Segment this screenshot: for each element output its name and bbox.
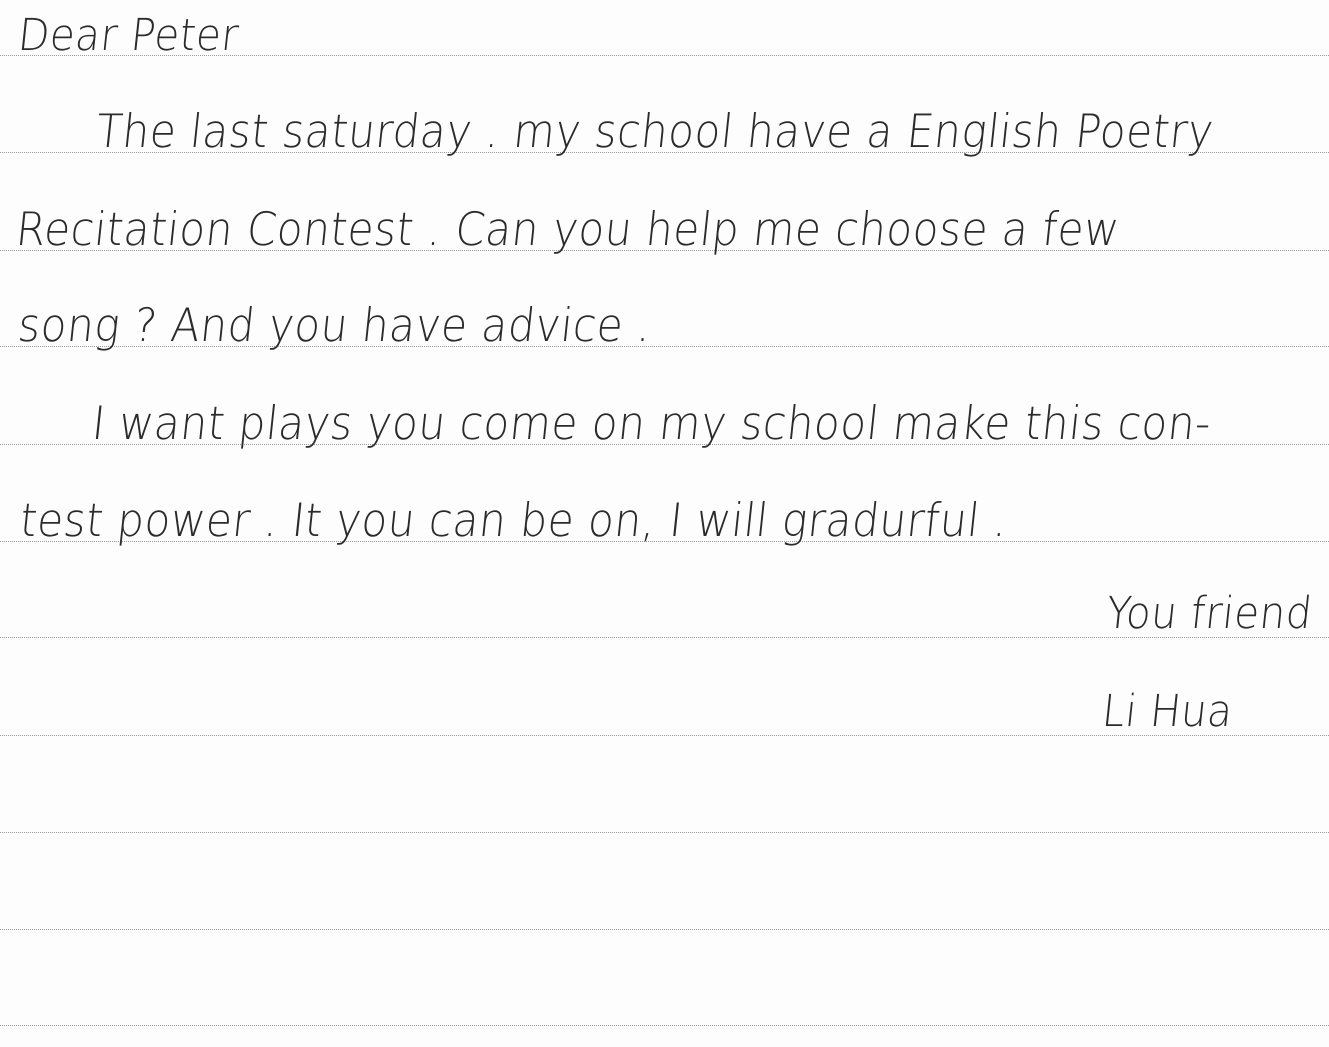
letter-line-5: test power . It you can be on, I will gradurful . <box>17 493 1011 547</box>
ruled-line <box>0 929 1329 930</box>
letter-line-4: I want plays you come on my school make this con- <box>89 396 1214 450</box>
ruled-line <box>0 1025 1329 1026</box>
letter-line-2: Recitation Contest . Can you help me choose a few <box>13 202 1123 256</box>
letter-line-1: The last saturday . my school have a English Poetry <box>93 104 1217 158</box>
letter-line-3: song ? And you have advice . <box>15 298 655 352</box>
letter-salutation: Dear Peter <box>15 10 242 61</box>
ruled-line <box>0 832 1329 833</box>
letter-closing: You friend <box>1103 588 1315 639</box>
letter-signature: Li Hua <box>1099 686 1236 737</box>
